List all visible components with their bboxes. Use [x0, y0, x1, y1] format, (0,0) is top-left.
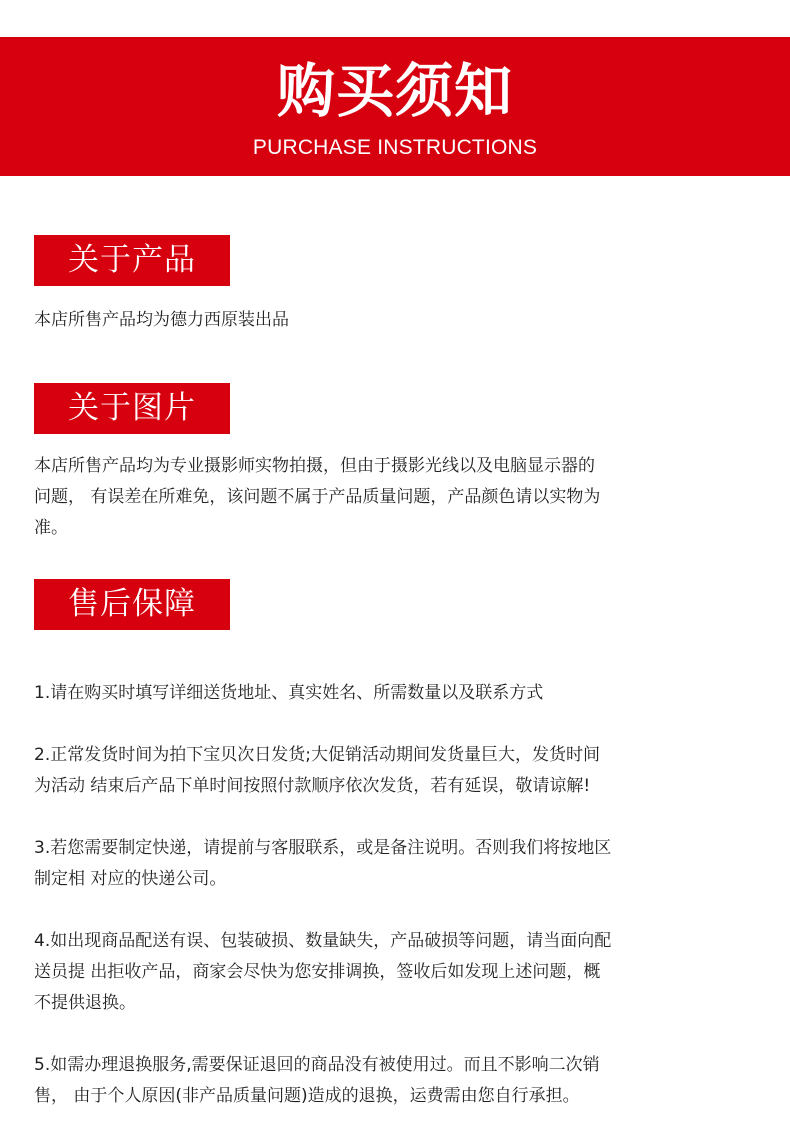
- after-sales-item-4: 4.如出现商品配送有误、包装破损、数量缺失，产品破损等问题，请当面向配 送员提 出拒收产品，商家会尽快为您安排调换，签收后如发现上述问题，概 不提供退换。: [34, 931, 612, 1013]
- section-heading-after-sales: 售后保障: [34, 579, 230, 630]
- after-sales-item-2: 2.正常发货时间为拍下宝贝次日发货;大促销活动期间发货量巨大，发货时间 为活动 结束后产品下单时间按照付款顺序依次发货，若有延误，敬请谅解!: [34, 745, 600, 796]
- page-title: 购买须知: [276, 57, 513, 125]
- after-sales-item-1: 1.请在购买时填写详细送货地址、真实姓名、所需数量以及联系方式: [34, 683, 544, 703]
- after-sales-list: [34, 647, 764, 1143]
- section-heading-product: 关于产品: [34, 235, 230, 286]
- section-text-images: 本店所售产品均为专业摄影师实物拍摄，但由于摄影光线以及电脑显示器的 问题， 有误差在所难免，该问题不属于产品质量问题，产品颜色请以实物为 准。: [34, 456, 601, 538]
- section-heading-images: 关于图片: [34, 383, 230, 434]
- after-sales-item-3: 3.若您需要制定快递，请提前与客服联系，或是备注说明。否则我们将按地区 制定相 对应的快递公司。: [34, 838, 612, 889]
- header-banner: [0, 37, 790, 176]
- section-text-product: 本店所售产品均为德力西原装出品: [34, 310, 289, 330]
- page-subtitle: PURCHASE INSTRUCTIONS: [252, 136, 538, 159]
- after-sales-item-5: 5.如需办理退换服务,需要保证退回的商品没有被使用过。而且不影响二次销 售， 由于个人原因(非产品质量问题)造成的退换，运费需由您自行承担。: [34, 1055, 600, 1106]
